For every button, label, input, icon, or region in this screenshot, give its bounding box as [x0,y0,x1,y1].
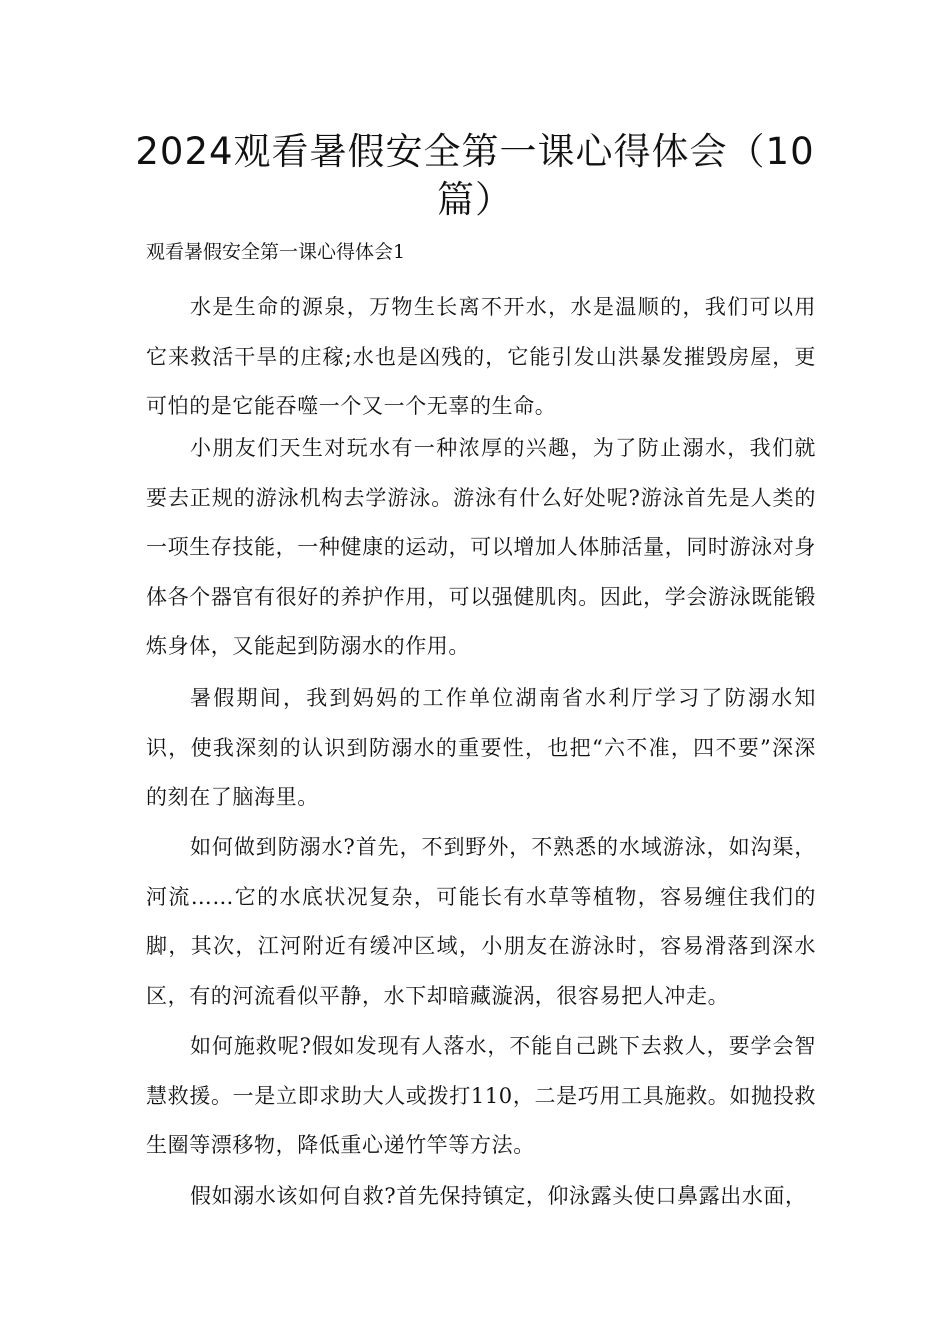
paragraph-6: 假如溺水该如何自救?首先保持镇定，仰泳露头使口鼻露出水面， [190,1184,807,1208]
paragraph-4: 如何做到防溺水?首先，不到野外，不熟悉的水域游泳，如沟渠，河流……它的水底状况复杂，可能长有水草等植物，容易缠住我们的脚，其次，江河附近有缓冲区域，小朋友在游泳时，容易滑落到深水区，有的河流看似平静，水下却暗藏漩涡，很容易把人冲走。 [146,835,816,1008]
paragraph-5: 如何施救呢?假如发现有人落水，不能自己跳下去救人，要学会智慧救援。一是立即求助大人或拨打110，二是巧用工具施救。如抛投救生圈等漂移物，降低重心递竹竿等方法。 [146,1034,816,1157]
document-title: 2024观看暑假安全第一课心得体会（10篇） [135,130,815,221]
paragraph-2: 小朋友们天生对玩水有一种浓厚的兴趣，为了防止溺水，我们就要去正规的游泳机构去学游泳。游泳有什么好处呢?游泳首先是人类的一项生存技能，一种健康的运动，可以增加人体肺活量，同时游泳对身体各个器官有很好的养护作用，可以强健肌肉。因此，学会游泳既能锻炼身体，又能起到防溺水的作用。 [146,436,816,658]
section-heading: 观看暑假安全第一课心得体会1 [146,241,406,263]
paragraph-1: 水是生命的源泉，万物生长离不开水，水是温顺的，我们可以用它来救活干旱的庄稼;水也是凶残的，它能引发山洪暴发摧毁房屋，更可怕的是它能吞噬一个又一个无辜的生命。 [146,295,816,418]
paragraph-3: 暑假期间，我到妈妈的工作单位湖南省水利厅学习了防溺水知识，使我深刻的认识到防溺水的重要性，也把“六不准，四不要”深深的刻在了脑海里。 [146,686,816,809]
